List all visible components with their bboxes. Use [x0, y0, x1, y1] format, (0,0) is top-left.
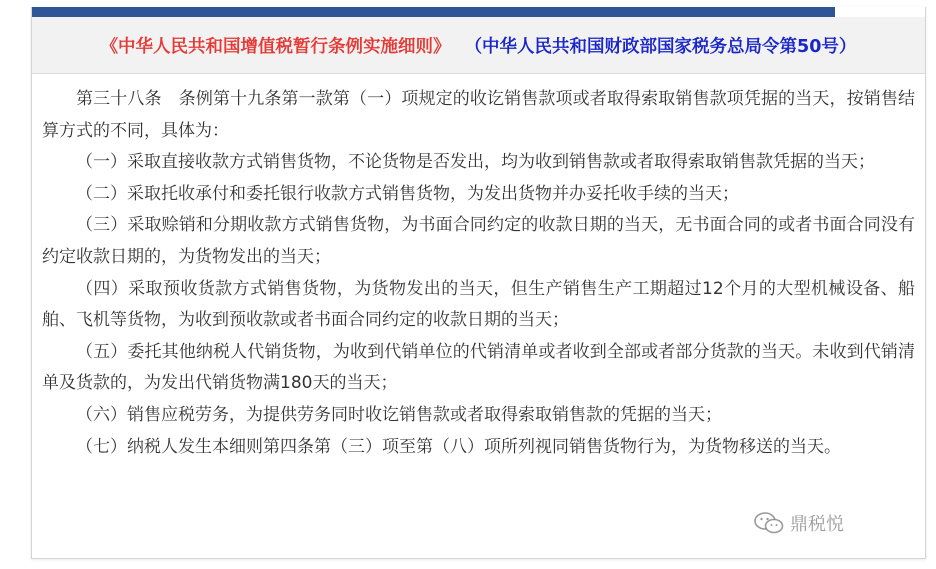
watermark-text: 鼎税悦: [790, 514, 844, 535]
clause-paragraph: （五）委托其他纳税人代销货物，为收到代销单位的代销清单或者收到全部或者部分货款的当天。未收到代销清单及货款的，为发出代销货物满180天的当天；: [42, 341, 915, 394]
article-paragraph: 第三十八条 条例第十九条第一款第（一）项规定的收讫销售款项或者取得索取销售款项凭据的当天，按销售结算方式的不同，具体为：: [42, 89, 915, 141]
accent-bar: [32, 7, 835, 17]
regulation-card: [31, 7, 926, 559]
regulation-body: [42, 84, 915, 463]
clause-paragraph: （七）纳税人发生本细则第四条第（三）项至第（八）项所列视同销售货物行为，为货物移送的当天。: [76, 436, 841, 457]
watermark: [754, 510, 844, 536]
clause-paragraph: （一）采取直接收款方式销售货物，不论货物是否发出，均为收到销售款或者取得索取销售款凭据的当天；: [76, 152, 875, 173]
clause-paragraph: （二）采取托收承付和委托银行收款方式销售货物，为发出货物并办妥托收手续的当天；: [76, 183, 739, 204]
clause-paragraph: （四）采取预收货款方式销售货物，为货物发出的当天，但生产销售生产工期超过12个月的大型机械设备、船舶、飞机等货物，为收到预收款或者书面合同约定的收款日期的当天；: [42, 278, 915, 331]
wechat-icon: [754, 511, 784, 535]
clause-paragraph: （三）采取赊销和分期收款方式销售货物，为书面合同约定的收款日期的当天，无书面合同的或者书面合同没有约定收款日期的，为货物发出的当天；: [42, 215, 915, 267]
regulation-source: （中华人民共和国财政部国家税务总局令第50号）: [464, 36, 857, 57]
card-header: [32, 17, 925, 74]
regulation-title: 《中华人民共和国增值税暂行条例实施细则》: [100, 36, 451, 57]
clause-paragraph: （六）销售应税劳务，为提供劳务同时收讫销售款或者取得索取销售款的凭据的当天；: [76, 404, 722, 425]
